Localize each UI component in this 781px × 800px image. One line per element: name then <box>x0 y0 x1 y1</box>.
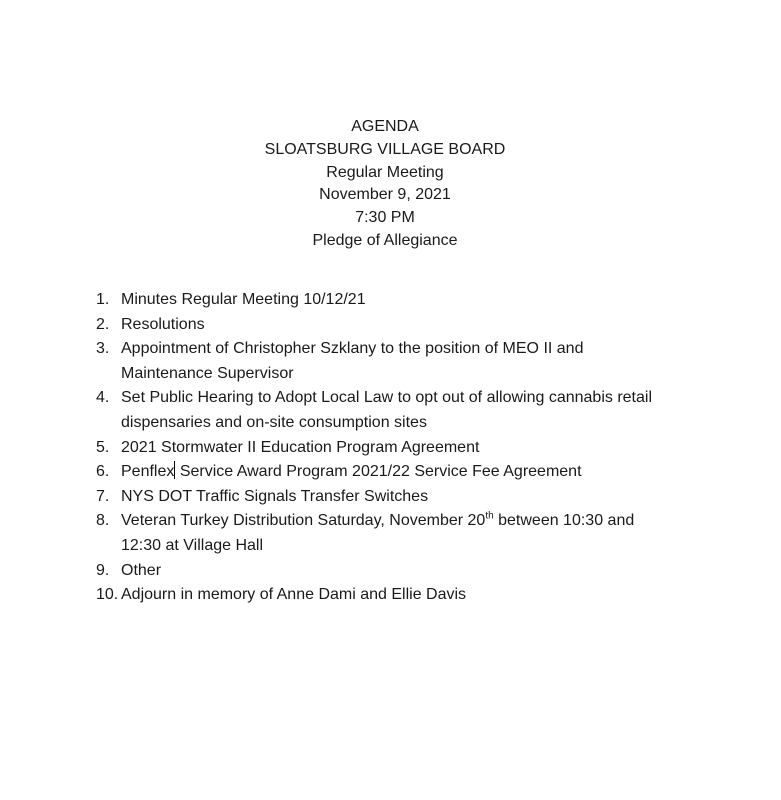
item-text: Other <box>121 561 162 579</box>
item-text: NYS DOT Traffic Signals Transfer Switches <box>121 487 429 505</box>
item-number: 9. <box>96 561 110 579</box>
header-organization: SLOATSBURG VILLAGE BOARD <box>264 140 506 158</box>
header-time: 7:30 PM <box>355 209 415 227</box>
item-text: Resolutions <box>121 315 205 333</box>
item-number: 3. <box>96 340 110 358</box>
ordinal-superscript: th <box>485 511 494 523</box>
item-text <box>121 460 716 485</box>
item-text: 2021 Stormwater II Education Program Agreement <box>121 438 480 456</box>
list-item <box>96 509 716 558</box>
item-text-line1: Set Public Hearing to Adopt Local Law to opt out of allowing cannabis retail <box>121 389 652 407</box>
list-item <box>96 559 716 584</box>
header-date: November 9, 2021 <box>319 186 451 204</box>
item-text-line1: Appointment of Christopher Szklany to the position of MEO II and <box>121 340 584 358</box>
item-number: 2. <box>96 315 110 333</box>
list-item <box>96 436 716 461</box>
item-text-line2: 12:30 at Village Hall <box>121 536 264 554</box>
list-item <box>96 313 716 338</box>
list-item <box>96 288 716 313</box>
item-number: 6. <box>96 463 110 481</box>
list-item <box>96 460 716 485</box>
item-text-part-b: Service Award Program 2021/22 Service Fee Agreement <box>175 463 582 481</box>
item-text-line2: Maintenance Supervisor <box>121 364 294 382</box>
list-item <box>96 386 716 435</box>
item-number: 1. <box>96 291 110 308</box>
item-text: Adjourn in memory of Anne Dami and Ellie Davis <box>121 586 467 604</box>
header-meeting-type: Regular Meeting <box>326 163 444 181</box>
item-text-part-a: Veteran Turkey Distribution Saturday, November 20 <box>121 512 486 530</box>
item-text: Minutes Regular Meeting 10/12/21 <box>121 291 366 308</box>
header-pledge: Pledge of Allegiance <box>312 231 458 249</box>
list-item <box>96 337 716 386</box>
list-item <box>96 485 716 510</box>
agenda-list <box>96 288 716 608</box>
item-number: 5. <box>96 438 110 456</box>
item-number: 4. <box>96 389 110 407</box>
item-number: 8. <box>96 512 110 530</box>
agenda-header <box>0 116 770 253</box>
item-text-line2: dispensaries and on-site consumption sites <box>121 413 427 431</box>
header-title: AGENDA <box>351 118 419 135</box>
item-text-part-a: Penflex <box>121 463 175 481</box>
item-number: 10. <box>96 586 119 604</box>
item-text-line1 <box>121 509 716 534</box>
list-item <box>96 583 716 608</box>
item-number: 7. <box>96 487 110 505</box>
item-text-part-b: between 10:30 and <box>493 512 635 530</box>
